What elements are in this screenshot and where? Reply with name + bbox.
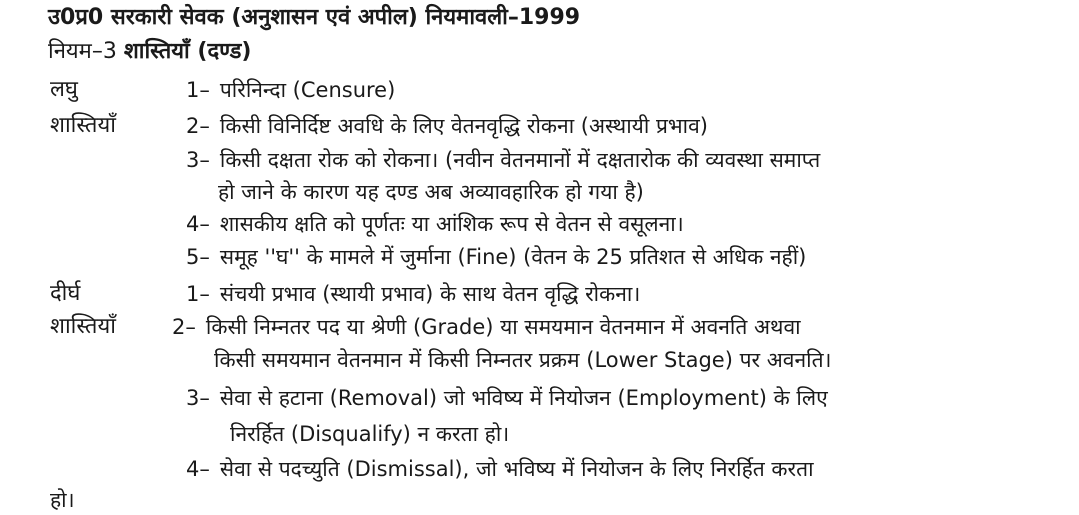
item-text: किसी विनिर्दिष्ट अवधि के लिए वेतनवृद्धि रोकना (अस्थायी प्रभाव)	[219, 114, 708, 138]
minor-item-5	[186, 243, 806, 271]
item-number: 2–	[172, 315, 196, 339]
major-item-4	[186, 455, 814, 483]
major-item-3	[186, 384, 828, 412]
minor-item-4	[186, 210, 684, 238]
item-text: सेवा से पदच्युति (Dismissal), जो भविष्य में नियोजन के लिए निरर्हित करता	[219, 457, 814, 481]
minor-label-line2: शास्तियाँ	[50, 113, 116, 138]
item-text: परिनिन्दा (Censure)	[219, 78, 396, 102]
item-number: 1–	[186, 78, 210, 102]
minor-item-3-cont: हो जाने के कारण यह दण्ड अब अव्यावहारिक हो गया है)	[218, 180, 644, 204]
item-number: 2–	[186, 114, 210, 138]
major-item-1	[186, 280, 640, 308]
major-label-line2: शास्तियाँ	[50, 314, 116, 339]
item-text: समूह ''घ'' के मामले में जुर्माना (Fine) (वेतन के 25 प्रतिशत से अधिक नहीं)	[219, 245, 807, 269]
minor-item-3	[186, 146, 820, 174]
item-number: 1–	[186, 282, 210, 306]
rule-heading-emphasis: शास्तियाँ (दण्ड)	[123, 39, 252, 64]
minor-item-2	[186, 112, 708, 140]
item-text: किसी दक्षता रोक को रोकना। (नवीन वेतनमानों में दक्षतारोक की व्यवस्था समाप्त	[219, 148, 821, 172]
minor-label-line1: लघु	[50, 77, 78, 102]
major-item-4-cont: हो।	[50, 488, 75, 512]
rule-number: नियम–3	[48, 39, 124, 64]
major-item-3-cont: निरर्हित (Disqualify) न करता हो।	[230, 422, 510, 446]
minor-item-1	[186, 76, 395, 104]
document-title: उ0प्र0 सरकारी सेवक (अनुशासन एवं अपील) नियमावली–1999	[48, 5, 581, 30]
item-number: 4–	[186, 212, 210, 236]
item-text: किसी निम्नतर पद या श्रेणी (Grade) या समयमान वेतनमान में अवनति अथवा	[205, 315, 801, 339]
item-text: संचयी प्रभाव (स्थायी प्रभाव) के साथ वेतन वृद्धि रोकना।	[219, 282, 641, 306]
rule-heading	[48, 38, 251, 66]
item-number: 3–	[186, 386, 210, 410]
item-number: 4–	[186, 457, 210, 481]
item-number: 3–	[186, 148, 210, 172]
item-number: 5–	[186, 245, 210, 269]
major-item-2	[172, 313, 801, 341]
major-item-2-cont: किसी समयमान वेतनमान में किसी निम्नतर प्रक्रम (Lower Stage) पर अवनति।	[214, 348, 832, 372]
major-label-line1: दीर्घ	[50, 281, 81, 306]
item-text: शासकीय क्षति को पूर्णतः या आंशिक रूप से वेतन से वसूलना।	[219, 212, 684, 236]
item-text: सेवा से हटाना (Removal) जो भविष्य में नियोजन (Employment) के लिए	[219, 386, 828, 410]
